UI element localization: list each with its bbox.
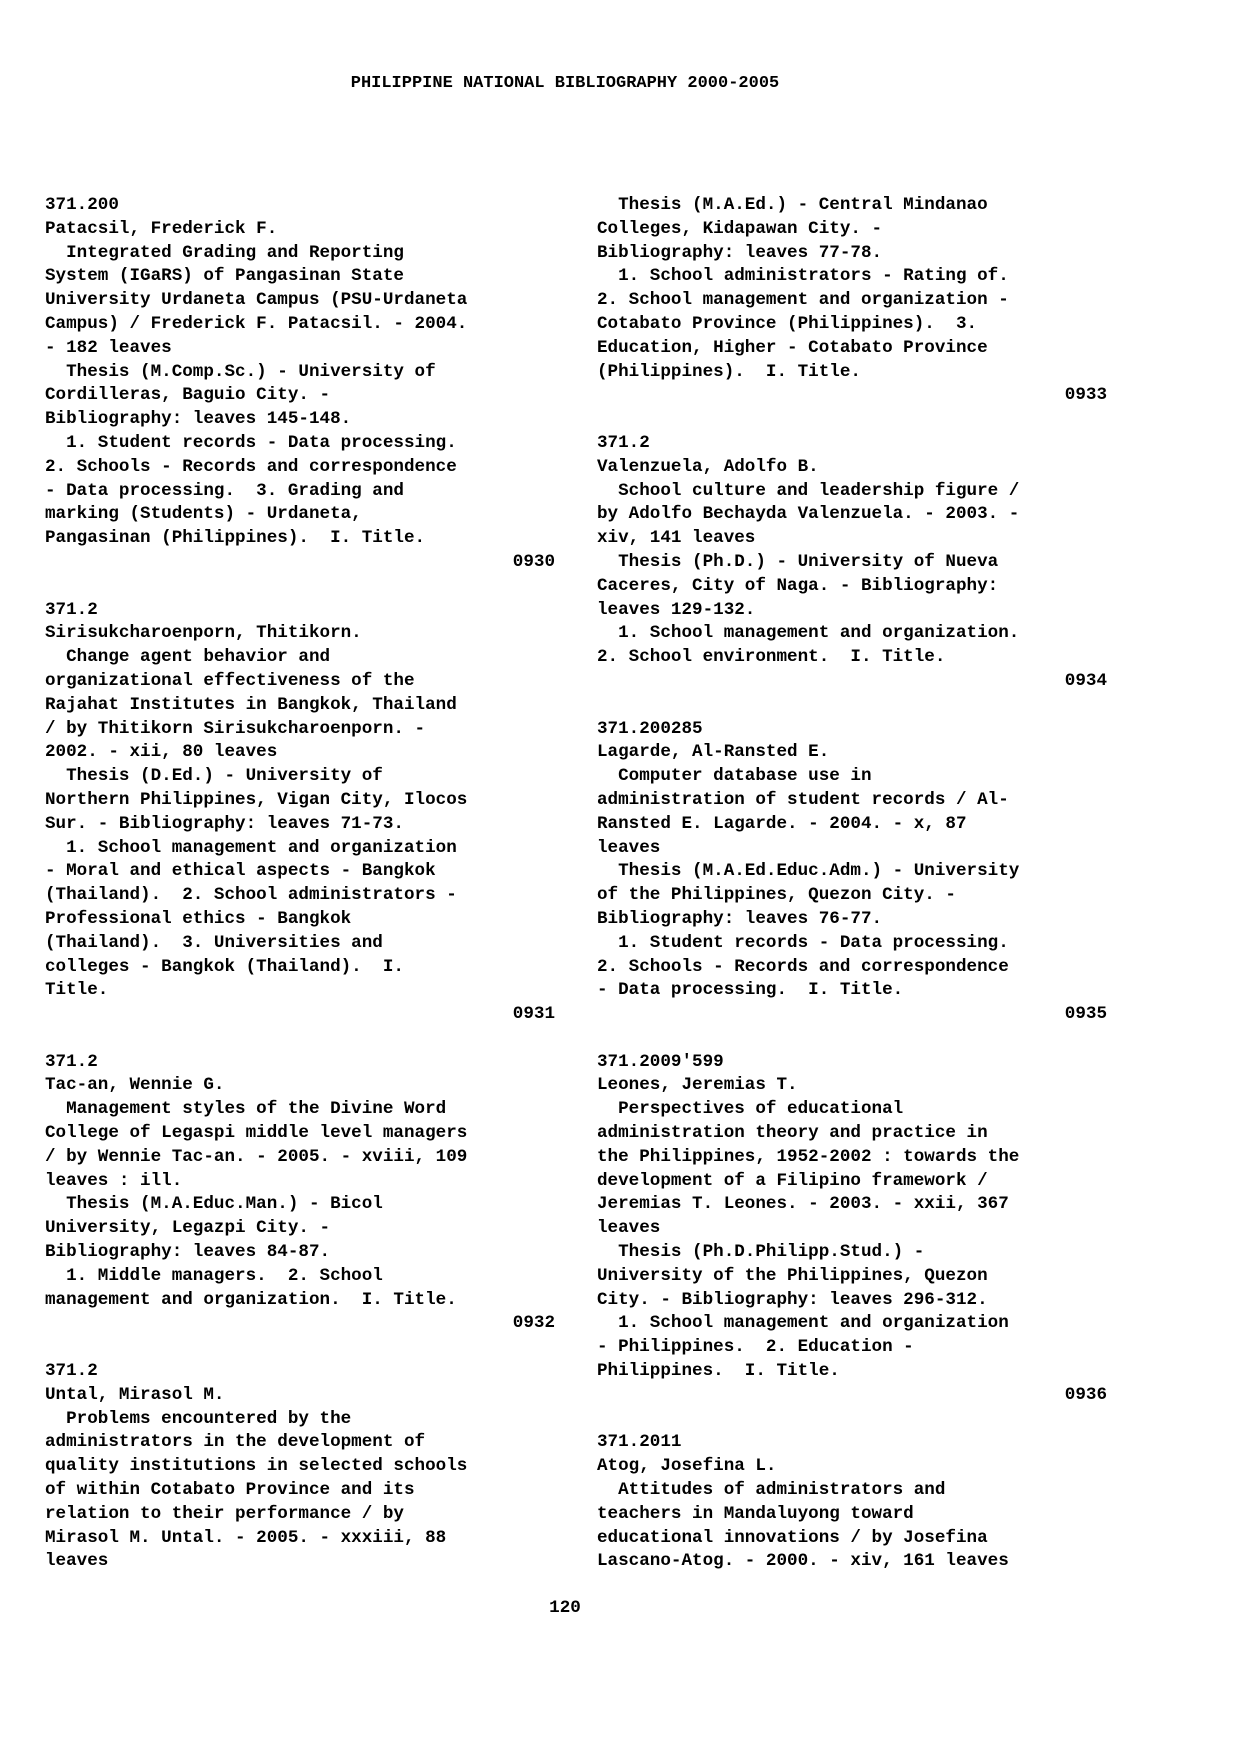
entry-text-line: Bibliography: leaves 145-148.	[45, 409, 352, 430]
entry-text-line: City. - Bibliography: leaves 296-312.	[597, 1289, 988, 1310]
entry-text-line: Untal, Mirasol M.	[45, 1384, 225, 1405]
entry-number: 0931	[512, 1004, 555, 1025]
entry-text-line: 1. School administrators - Rating of.	[597, 266, 1009, 287]
entry-text-line: 2. Schools - Records and correspondence	[45, 456, 457, 477]
entry-text-line: (Thailand). 2. School administrators -	[45, 885, 457, 906]
entry-text-line: 1. School management and organization	[597, 1313, 1009, 1334]
entry-text-line: - Data processing. I. Title.	[597, 980, 904, 1001]
entry-text-line: 1. Middle managers. 2. School	[45, 1265, 383, 1286]
entry-text-line: Thesis (M.A.Ed.Educ.Adm.) - University	[597, 861, 1020, 882]
entry-text-line: - Moral and ethical aspects - Bangkok	[45, 861, 436, 882]
entry-text-line: development of a Filipino framework /	[597, 1170, 988, 1191]
entry-number: 0934	[1064, 670, 1107, 691]
entry-number: 0935	[1064, 1004, 1107, 1025]
bibliography-entry	[597, 1431, 1107, 1574]
bibliography-entry	[597, 1051, 1107, 1408]
entry-text-line: leaves : ill.	[45, 1170, 183, 1191]
entry-text-line: Thesis (M.A.Educ.Man.) - Bicol	[45, 1194, 383, 1215]
entry-text-line: Sirisukcharoenporn, Thitikorn.	[45, 623, 362, 644]
entry-text-line: Title.	[45, 980, 109, 1001]
entry-text-line: 1. School management and organization	[45, 837, 457, 858]
entry-text-line: Integrated Grading and Reporting	[45, 242, 404, 263]
entry-text-line: Problems encountered by the	[45, 1408, 352, 1429]
entry-text-line: Bibliography: leaves 77-78.	[597, 242, 883, 263]
entry-first-line: 371.2009'599	[597, 1051, 724, 1072]
entry-text-line: - Data processing. 3. Grading and	[45, 480, 404, 501]
entry-text-line: leaves	[597, 837, 661, 858]
page-header: PHILIPPINE NATIONAL BIBLIOGRAPHY 2000-2005	[350, 74, 780, 93]
entry-text-line: - 182 leaves	[45, 337, 172, 358]
entry-text-line: Leones, Jeremias T.	[597, 1075, 798, 1096]
entry-text-line: of within Cotabato Province and its	[45, 1480, 415, 1501]
entry-text-line: administration of student records / Al-	[597, 789, 1009, 810]
entry-text-line: University of the Philippines, Quezon	[597, 1265, 988, 1286]
entry-first-line: 371.2	[45, 1051, 98, 1072]
entry-text-line: Professional ethics - Bangkok	[45, 908, 352, 929]
entry-first-line: Thesis (M.A.Ed.) - Central Mindanao	[597, 195, 988, 215]
entry-text-line: marking (Students) - Urdaneta,	[45, 504, 362, 525]
entry-text-line: (Philippines). I. Title.	[597, 361, 861, 382]
entry-text-line: Attitudes of administrators and	[597, 1480, 946, 1501]
right-column	[597, 194, 1107, 1598]
entry-text-line: 2. Schools - Records and correspondence	[597, 956, 1009, 977]
entry-first-line: 371.200285	[597, 718, 703, 739]
entry-text-line: Rajahat Institutes in Bangkok, Thailand	[45, 694, 457, 715]
entry-text-line: leaves	[45, 1551, 109, 1572]
bibliography-entry	[45, 1360, 555, 1574]
entry-text-line: organizational effectiveness of the	[45, 670, 415, 691]
entry-text-line: Atog, Josefina L.	[597, 1456, 777, 1477]
entry-text-line: Mirasol M. Untal. - 2005. - xxxiii, 88	[45, 1527, 447, 1548]
entry-text-line: Lagarde, Al-Ransted E.	[597, 742, 830, 763]
entry-text-line: leaves 129-132.	[597, 599, 756, 620]
entry-text-line: 1. Student records - Data processing.	[45, 432, 457, 453]
entry-text-line: Sur. - Bibliography: leaves 71-73.	[45, 813, 404, 834]
entry-text-line: Ransted E. Lagarde. - 2004. - x, 87	[597, 813, 967, 834]
entry-text-line: Colleges, Kidapawan City. -	[597, 218, 883, 239]
page-number: 120	[549, 1598, 581, 1618]
entry-text-line: Caceres, City of Naga. - Bibliography:	[597, 575, 999, 596]
entry-text-line: / by Wennie Tac-an. - 2005. - xviii, 109	[45, 1146, 468, 1167]
entry-number: 0936	[1064, 1384, 1107, 1405]
entry-number: 0930	[512, 551, 555, 572]
entry-text-line: 1. Student records - Data processing.	[597, 932, 1009, 953]
entry-text-line: Philippines. I. Title.	[597, 1361, 840, 1382]
entry-text-line: Thesis (Ph.D.Philipp.Stud.) -	[597, 1242, 925, 1263]
entry-text-line: by Adolfo Bechayda Valenzuela. - 2003. -	[597, 504, 1020, 525]
bibliography-entry	[45, 194, 555, 575]
entry-text-line: Tac-an, Wennie G.	[45, 1075, 225, 1096]
entry-text-line: Thesis (M.Comp.Sc.) - University of	[45, 361, 436, 382]
entry-text-line: Computer database use in	[597, 766, 872, 787]
entry-text-line: 2002. - xii, 80 leaves	[45, 742, 278, 763]
entry-first-line: 371.2011	[597, 1432, 682, 1453]
entry-text-line: leaves	[597, 1218, 661, 1239]
left-column	[45, 194, 555, 1598]
entry-first-line: 371.2	[597, 432, 650, 453]
entry-text-line: administrators in the development of	[45, 1432, 426, 1453]
bibliography-entry	[45, 599, 555, 1027]
entry-text-line: Valenzuela, Adolfo B.	[597, 456, 819, 477]
entry-text-line: University Urdaneta Campus (PSU-Urdaneta	[45, 290, 468, 311]
bibliography-entry	[597, 194, 1107, 408]
entry-text-line: colleges - Bangkok (Thailand). I.	[45, 956, 404, 977]
bibliography-entry	[45, 1051, 555, 1337]
entry-text-line: 1. School management and organization.	[597, 623, 1020, 644]
entry-text-line: / by Thitikorn Sirisukcharoenporn. -	[45, 718, 426, 739]
entry-text-line: quality institutions in selected schools	[45, 1456, 468, 1477]
entry-text-line: educational innovations / by Josefina	[597, 1527, 988, 1548]
entry-number: 0933	[1064, 385, 1107, 406]
bibliography-entry	[597, 432, 1107, 694]
entry-text-line: Cordilleras, Baguio City. -	[45, 385, 331, 406]
entry-text-line: Lascano-Atog. - 2000. - xiv, 161 leaves	[597, 1551, 1009, 1572]
entry-text-line: - Philippines. 2. Education -	[597, 1337, 914, 1358]
entry-text-line: College of Legaspi middle level managers	[45, 1123, 468, 1144]
entry-text-line: xiv, 141 leaves	[597, 528, 756, 549]
entry-text-line: Perspectives of educational	[597, 1099, 904, 1120]
entry-text-line: Management styles of the Divine Word	[45, 1099, 447, 1120]
entry-text-line: teachers in Mandaluyong toward	[597, 1503, 914, 1524]
entry-first-line: 371.2	[45, 1361, 98, 1382]
entry-text-line: Cotabato Province (Philippines). 3.	[597, 313, 978, 334]
entry-text-line: Change agent behavior and	[45, 647, 331, 668]
entry-text-line: Campus) / Frederick F. Patacsil. - 2004.	[45, 313, 468, 334]
entry-text-line: 2. School environment. I. Title.	[597, 647, 946, 668]
entry-text-line: Pangasinan (Philippines). I. Title.	[45, 528, 426, 549]
entry-text-line: (Thailand). 3. Universities and	[45, 932, 383, 953]
entry-text-line: Bibliography: leaves 84-87.	[45, 1242, 331, 1263]
entry-text-line: University, Legazpi City. -	[45, 1218, 331, 1239]
entry-text-line: Jeremias T. Leones. - 2003. - xxii, 367	[597, 1194, 1009, 1215]
entry-text-line: Thesis (Ph.D.) - University of Nueva	[597, 551, 999, 572]
bibliography-entry	[597, 718, 1107, 1027]
entry-text-line: Northern Philippines, Vigan City, Ilocos	[45, 789, 468, 810]
entry-text-line: Patacsil, Frederick F.	[45, 218, 278, 239]
entry-text-line: relation to their performance / by	[45, 1503, 404, 1524]
entry-text-line: 2. School management and organization -	[597, 290, 1009, 311]
entry-text-line: System (IGaRS) of Pangasinan State	[45, 266, 404, 287]
entry-text-line: administration theory and practice in	[597, 1123, 988, 1144]
entry-text-line: Thesis (D.Ed.) - University of	[45, 766, 383, 787]
entry-first-line: 371.200	[45, 195, 119, 215]
entry-text-line: management and organization. I. Title.	[45, 1289, 457, 1310]
entry-text-line: Education, Higher - Cotabato Province	[597, 337, 988, 358]
entry-text-line: of the Philippines, Quezon City. -	[597, 885, 956, 906]
entry-text-line: Bibliography: leaves 76-77.	[597, 908, 883, 929]
entry-first-line: 371.2	[45, 599, 98, 620]
entry-text-line: the Philippines, 1952-2002 : towards the	[597, 1146, 1020, 1167]
entry-number: 0932	[512, 1313, 555, 1334]
entry-text-line: School culture and leadership figure /	[597, 480, 1020, 501]
